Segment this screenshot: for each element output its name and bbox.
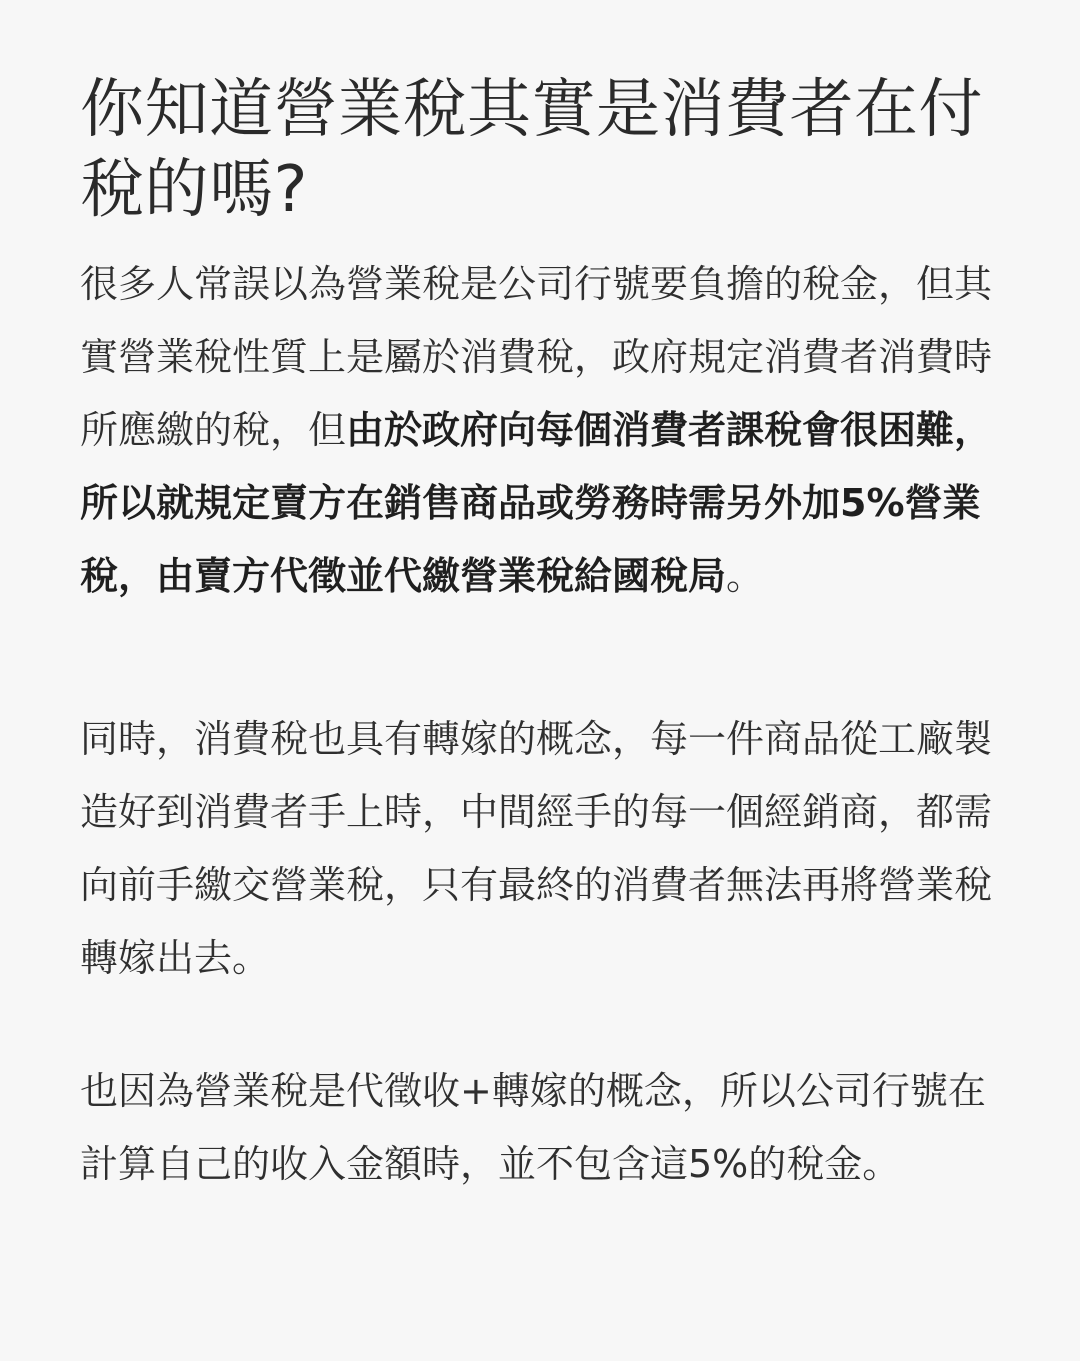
paragraph-1: [80, 248, 1010, 613]
paragraph-1-bold-text: 由於政府向每個消費者課稅會很困難，所以就規定賣方在銷售商品或勞務時需另外加5%營業稅，由賣方代徵並代繳營業稅給國稅局: [80, 408, 993, 598]
article-title: 你知道營業稅其實是消費者在付稅的嗎?: [80, 73, 983, 227]
paragraph-2: 同時，消費稅也具有轉嫁的概念，每一件商品從工廠製造好到消費者手上時，中間經手的每一個經銷商，都需向前手繳交營業稅，只有最終的消費者無法再將營業稅轉嫁出去。: [80, 717, 993, 980]
paragraph-1-tail: 。: [726, 554, 765, 598]
paragraph-3: 也因為營業稅是代徵收+轉嫁的概念，所以公司行號在計算自己的收入金額時，並不包含這5%的稅金。: [80, 1069, 986, 1186]
article: [80, 70, 1010, 1201]
paragraph-1-lead: 很多人常誤以為營業稅是公司行號要負擔的稅金，但其實營業稅性質上是屬於消費稅，政府規定消費者消費時所應繳的稅，但: [80, 262, 993, 452]
